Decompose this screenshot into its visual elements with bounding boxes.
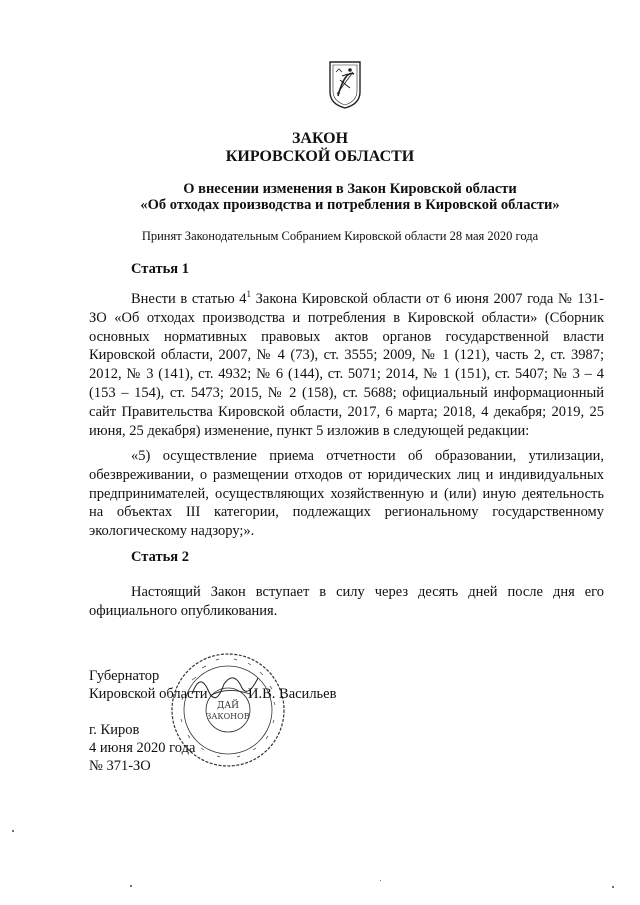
seal-text-line2: ЗАКОНОВ xyxy=(206,712,250,721)
scan-speck xyxy=(612,886,614,888)
seal-text-line1: ДАЙ xyxy=(217,701,239,711)
signing-city: г. Киров xyxy=(89,722,140,738)
article-2-paragraph: Настоящий Закон вступает в силу через десять дней после дня его официального опубликования. xyxy=(89,584,604,619)
law-number: № 371-ЗО xyxy=(89,758,151,774)
article-1-paragraph-2: «5) осуществление приема отчетности об образовании, утилизации, обезвреживании, о размещении отходов от юридических лиц и индивидуальных предпринимателей, осуществляющих хозяйственную и (или) иную деятельность на объектах III категории, подлежащих региональному государственному экологическому надзору;». xyxy=(89,448,604,540)
scan-speck xyxy=(380,880,381,881)
law-subject-line2: «Об отходах производства и потребления в Кировской области» xyxy=(140,197,560,213)
signing-date: 4 июня 2020 года xyxy=(89,740,196,756)
signatory-role: Губернатор xyxy=(89,668,160,684)
law-region: КИРОВСКОЙ ОБЛАСТИ xyxy=(225,148,415,165)
adoption-note: Принят Законодательным Собранием Кировской области 28 мая 2020 года xyxy=(141,229,539,243)
scan-speck xyxy=(12,830,14,832)
law-subject-line1: О внесении изменения в Закон Кировской области xyxy=(183,181,517,197)
article-1-text-rest: Закона Кировской области от 6 июня 2007 года № 131-ЗО «Об отходах производства и потребления в Кировской области» (Сборник основных нормативных правовых актов органов государственной власти Кировской области, 2007, № 4 (73), ст. 3555; 2009, № 1 (121), часть 2, ст. 3987; 2012, № 3 (141), ст. 4932; № 6 (144), ст. 5071; 2014, № 1 (151), ст. 5407; № 3 – 4 (153 – 154), ст. 5473; 2015, № 2 (158), ст. 5688; официальный информационный сайт Правительства Кировской области, 2017, 6 марта; 2018, 4 декабря; 2019, 25 июня, 25 декабря) изменение, пункт 5 изложив в следующей редакции: xyxy=(89,291,604,439)
signatory-name: И.В. Васильев xyxy=(248,686,337,702)
article-1-paragraph-1 xyxy=(89,290,604,440)
kirov-coat-of-arms-icon xyxy=(328,60,362,110)
article-2-heading: Статья 2 xyxy=(131,549,189,565)
signatory-region: Кировской области xyxy=(89,686,208,702)
article-1-superscript: 1 xyxy=(246,289,252,300)
law-title: ЗАКОН xyxy=(291,130,349,147)
article-1-heading: Статья 1 xyxy=(131,261,189,277)
article-1-text-start: Внести в статью 4 xyxy=(131,291,247,307)
scan-speck xyxy=(130,885,132,887)
